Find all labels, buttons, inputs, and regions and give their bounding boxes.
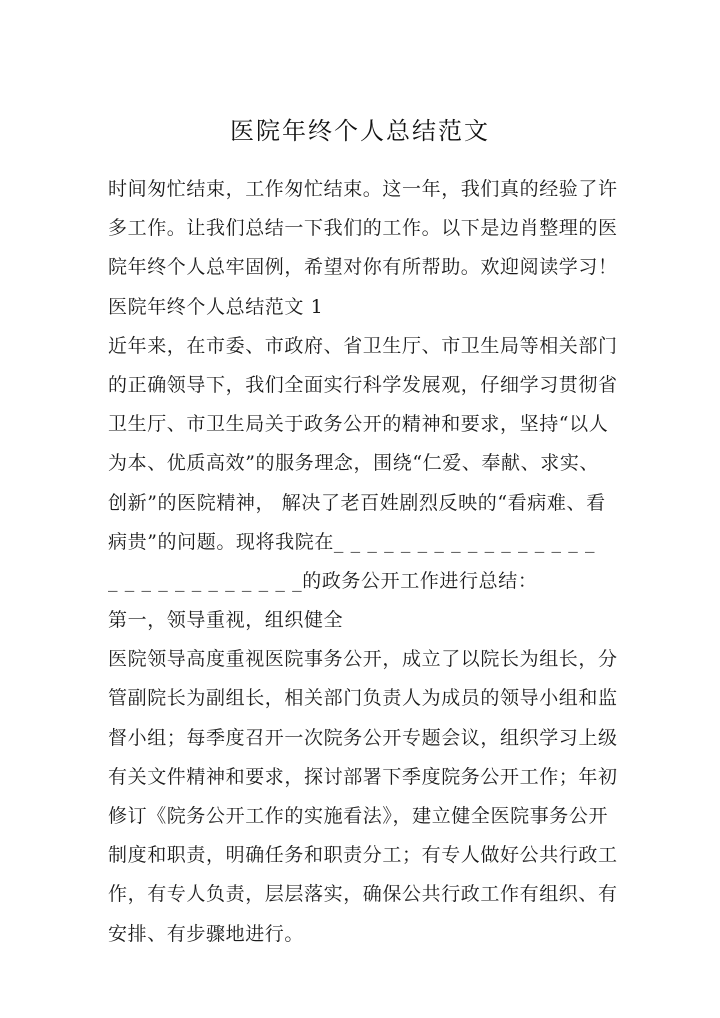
document-body	[108, 170, 618, 954]
text-line: 督小组；每季度召开一次院务公开专题会议，组织学习上级	[108, 726, 618, 749]
text-line: 作，有专人负责，层层落实，确保公共行政工作有组织、有	[108, 883, 618, 906]
text-line: 病贵”的问题。现将我院在_ _ _ _ _ _ _ _ _ _ _ _ _ _ _ _	[108, 530, 596, 553]
text-line: 多工作。让我们总结一下我们的工作。以下是边肖整理的医	[108, 217, 618, 240]
text-line: 时间匆忙结束，工作匆忙结束。这一年，我们真的经验了许	[108, 178, 618, 200]
section-heading: 第一，领导重视，组织健全	[108, 609, 344, 632]
text-line: 医院领导高度重视医院事务公开，成立了以院长为组长，分	[108, 648, 618, 671]
text-line: 近年来，在市委、市政府、省卫生厅、市卫生局等相关部门	[108, 334, 618, 357]
text-line: 制度和职责，明确任务和职责分工；有专人做好公共行政工	[108, 844, 618, 867]
text-line: 的正确领导下，我们全面实行科学发展观，仔细学习贯彻省	[108, 373, 618, 396]
text-line: 为本、优质高效”的服务理念，围绕“仁爱、奉献、求实、	[108, 452, 600, 475]
text-line: 院年终个人总牢固例，希望对你有所帮助。欢迎阅读学习！	[108, 256, 618, 279]
text-line: 卫生厅、市卫生局关于政务公开的精神和要求，坚持“以人	[108, 413, 609, 436]
text-line: _ _ _ _ _ _ _ _ _ _ _ _的政务公开工作进行总结：	[108, 569, 538, 592]
text-line: 修订《院务公开工作的实施看法》，建立健全医院事务公开	[108, 805, 609, 827]
text-line: 安排、有步骤地进行。	[108, 922, 305, 945]
text-line: 创新”的医院精神， 解决了老百姓剧烈反映的“看病难、看	[108, 491, 606, 514]
section-heading: 医院年终个人总结范文 1	[108, 295, 324, 318]
document-title: 医院年终个人总结范文	[230, 117, 490, 145]
text-line: 管副院长为副组长，相关部门负责人为成员的领导小组和监	[108, 687, 618, 710]
text-line: 有关文件精神和要求，探讨部署下季度院务公开工作；年初	[108, 765, 618, 788]
